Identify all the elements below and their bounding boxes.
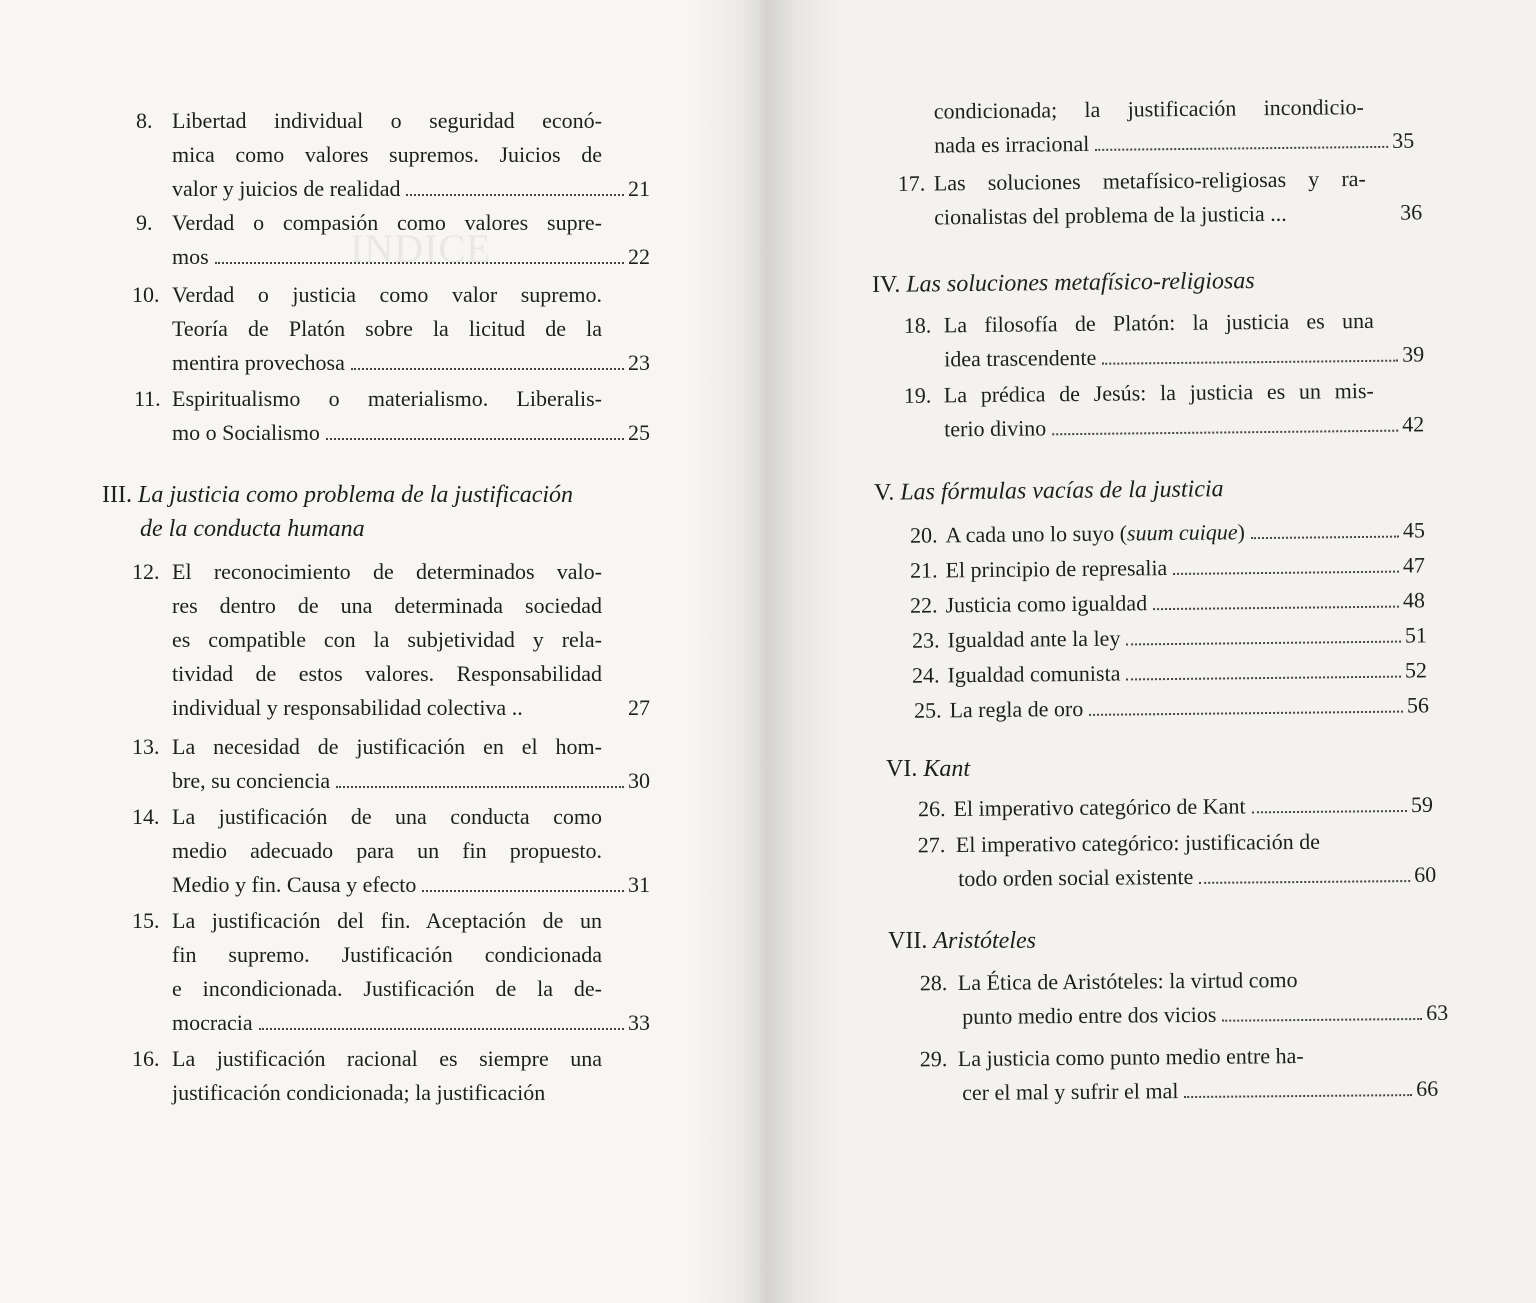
section-roman-numeral: V. [873, 479, 895, 506]
dot-leader [1126, 640, 1401, 646]
entry-number: 15. [132, 908, 160, 933]
toc-entry-16[interactable] [130, 1042, 650, 1110]
entry-text-line: punto medio entre dos vicios [962, 1001, 1217, 1029]
toc-entry-18[interactable] [904, 303, 1445, 377]
entry-page-number: 66 [1416, 1075, 1439, 1102]
entry-text-line: Libertad individual o seguridad econó- [172, 108, 602, 133]
entry-page-number: 36 [1400, 199, 1423, 225]
toc-entry-23[interactable] [912, 618, 1432, 657]
entry-last-line [914, 688, 1429, 727]
entry-page-number: 60 [1414, 861, 1437, 888]
dot-leader [1126, 675, 1401, 681]
dot-leader [1293, 219, 1396, 221]
toc-entry-21[interactable] [910, 548, 1430, 587]
dot-leader [1102, 359, 1398, 365]
entry-last-line [944, 407, 1424, 446]
entry-last-line [958, 1072, 1438, 1110]
entry-text-line: fin supremo. Justificación condicionada [172, 942, 602, 967]
entry-text-line: Igualdad comunista [947, 660, 1121, 688]
entry-last-line [172, 416, 650, 450]
entry-number: 29. [919, 1046, 948, 1072]
section-heading-iii[interactable] [102, 478, 573, 512]
entry-text-line: terio divino [944, 415, 1047, 442]
entry-text-line: bre, su conciencia [172, 768, 331, 793]
toc-entry-15[interactable] [130, 904, 650, 1040]
section-title: Las fórmulas vacías de la justicia [900, 476, 1224, 506]
entry-number: 21. [909, 557, 938, 583]
entry-page-number: 23 [628, 350, 650, 375]
toc-entry-17[interactable] [898, 161, 1439, 235]
entry-page-number: 30 [628, 768, 650, 793]
entry-page-number: 48 [1402, 587, 1426, 613]
entry-last-line [958, 996, 1448, 1034]
entry-text-line: Medio y fin. Causa y efecto [172, 872, 417, 897]
entry-text-line: La filosofía de Platón: la justicia es una [943, 307, 1374, 338]
toc-entry-16-continued[interactable] [934, 89, 1435, 162]
toc-entry-8[interactable] [130, 104, 650, 206]
toc-entry-24[interactable] [912, 653, 1432, 692]
latin-phrase: suum cuique [1126, 519, 1238, 546]
entry-text-line: La justificación del fin. Aceptación de un [172, 908, 602, 933]
entry-last-line [912, 618, 1427, 657]
entry-text-line: La justicia como punto medio entre ha- [957, 1043, 1304, 1072]
entry-text-line: mentira provechosa [172, 350, 345, 375]
entry-number: 24. [911, 662, 940, 688]
entry-text-line: La prédica de Jesús: la justicia es un mis- [943, 377, 1374, 408]
entry-page-number: 31 [628, 872, 650, 897]
dot-leader [336, 785, 624, 788]
entry-text-line: Espiritualismo o materialismo. Liberalis- [172, 386, 602, 411]
entry-last-line [172, 1006, 650, 1040]
toc-entry-11[interactable] [130, 382, 650, 450]
entry-text-line: individual y responsabilidad colectiva .. [172, 695, 523, 720]
entry-last-line [910, 548, 1425, 587]
entry-page-number: 47 [1402, 552, 1426, 578]
entry-number: 20. [909, 522, 938, 548]
entry-page-number: 51 [1404, 622, 1428, 648]
section-title: La justicia como problema de la justificación [137, 482, 574, 508]
entry-page-number: 39 [1402, 341, 1425, 367]
entry-number: 11. [134, 386, 161, 411]
dot-leader [1222, 1017, 1422, 1022]
toc-entry-13[interactable] [130, 730, 650, 798]
entry-last-line [944, 337, 1424, 376]
dot-leader [1153, 605, 1399, 611]
entry-text-line: todo orden social existente [958, 863, 1194, 892]
entry-last-line [956, 858, 1436, 896]
entry-text-line: medio adecuado para un fin propuesto. [172, 838, 602, 863]
entry-text-line: Justicia como igualdad [945, 590, 1148, 618]
entry-text-line: A cada uno lo suyo (suum cuique) [945, 519, 1246, 548]
entry-text-line: idea trascendente [944, 344, 1097, 372]
toc-entry-12[interactable] [130, 555, 650, 725]
entry-number: 28. [919, 970, 948, 996]
entry-page-number: 22 [628, 244, 650, 269]
entry-number: 18. [903, 312, 932, 338]
toc-entry-10[interactable] [130, 278, 650, 380]
entry-number: 12. [132, 559, 160, 584]
entry-number: 13. [132, 734, 160, 759]
entry-text-line: El principio de represalia [945, 555, 1168, 583]
entry-text-line: es compatible con la subjetividad y rela- [172, 627, 602, 652]
section-title: Las soluciones metafísico-religiosas [906, 267, 1255, 298]
entry-number: 25. [913, 697, 942, 723]
dot-leader [1252, 809, 1408, 813]
entry-last-line [912, 653, 1427, 692]
entry-number: 27. [917, 832, 946, 858]
toc-entry-26[interactable] [918, 788, 1438, 827]
entry-page-number: 35 [1392, 127, 1415, 153]
entry-last-line [918, 788, 1433, 826]
dot-leader [259, 1027, 624, 1030]
entry-text-line: Teoría de Platón sobre la licitud de la [172, 316, 602, 341]
toc-entry-28[interactable] [920, 962, 1461, 1035]
entry-text-line: mo o Socialismo [172, 420, 320, 445]
toc-entry-19[interactable] [904, 373, 1445, 447]
dot-leader [1199, 879, 1410, 884]
entry-number: 19. [903, 382, 932, 408]
entry-text-line: mica como valores supremos. Juicios de [172, 142, 602, 167]
section-heading-vi[interactable] [886, 752, 970, 786]
entry-last-line [934, 124, 1414, 163]
entry-text-line: justificación condicionada; la justificación [172, 1080, 546, 1105]
section-heading-v[interactable] [874, 472, 1224, 510]
section-roman-numeral: VI. [886, 756, 918, 782]
toc-entry-22[interactable] [910, 583, 1430, 622]
entry-number: 8. [136, 108, 153, 133]
entry-text-line: Igualdad ante la ley [947, 625, 1121, 653]
section-title: Aristóteles [933, 928, 1036, 954]
entry-number: 9. [136, 210, 153, 235]
dot-leader [1173, 570, 1399, 575]
entry-last-line [172, 868, 650, 902]
dot-leader [1184, 1093, 1412, 1098]
entry-text-line: La regla de oro [949, 695, 1084, 723]
entry-text-line: nada es irracional [934, 130, 1090, 158]
entry-text-line: El imperativo categórico: justificación de [955, 828, 1321, 858]
entry-text-line: condicionada; la justificación incondicio- [933, 94, 1364, 124]
entry-text-line: Verdad o justicia como valor supremo. [172, 282, 602, 307]
entry-text-line: La justificación racional es siempre una [172, 1046, 602, 1071]
section-roman-numeral: III. [102, 482, 132, 508]
entry-text-line: Las soluciones metafísico-religiosas y ra- [933, 165, 1366, 196]
section-heading-vii[interactable] [888, 924, 1036, 958]
entry-last-line [172, 346, 650, 380]
entry-last-line [172, 172, 650, 206]
toc-entry-20[interactable] [910, 513, 1430, 552]
section-title: Kant [923, 756, 971, 782]
entry-number: 17. [897, 170, 926, 196]
entry-text-line: La Ética de Aristóteles: la virtud como [957, 967, 1298, 996]
entry-last-line [934, 195, 1422, 234]
entry-text-line: cer el mal y sufrir el mal [962, 1078, 1179, 1105]
section-heading-iii-cont [140, 512, 365, 546]
entry-page-number: 52 [1404, 657, 1428, 683]
entry-text-line: La necesidad de justificación en el hom- [172, 734, 602, 759]
entry-last-line [172, 691, 650, 725]
dot-leader [1052, 429, 1398, 436]
dot-leader [1251, 535, 1399, 540]
section-title: de la conducta humana [140, 516, 365, 542]
dot-leader [406, 193, 624, 196]
toc-entry-25[interactable] [914, 688, 1434, 727]
toc-entry-14[interactable] [130, 800, 650, 902]
entry-number: 22. [909, 592, 938, 618]
section-roman-numeral: IV. [871, 271, 901, 299]
entry-page-number: 63 [1426, 999, 1449, 1025]
section-heading-iv[interactable] [872, 264, 1255, 302]
entry-page-number: 33 [628, 1010, 650, 1035]
entry-page-number: 25 [628, 420, 650, 445]
dot-leader [326, 437, 624, 440]
entry-page-number: 56 [1406, 692, 1430, 718]
entry-number: 14. [132, 804, 160, 829]
entry-text-line: mocracia [172, 1010, 253, 1035]
dot-leader [1089, 710, 1403, 716]
dot-leader [422, 889, 624, 892]
entry-text-line: Verdad o compasión como valores supre- [172, 210, 602, 235]
section-roman-numeral: VII. [888, 928, 928, 954]
dot-leader [529, 714, 624, 715]
toc-entry-29[interactable] [920, 1038, 1461, 1111]
entry-number: 23. [911, 627, 940, 653]
entry-text-line: valor y juicios de realidad [172, 176, 401, 201]
entry-number: 16. [132, 1046, 160, 1071]
entry-last-line [910, 513, 1425, 552]
entry-text-line: res dentro de una determinada sociedad [172, 593, 602, 618]
entry-page-number: 45 [1402, 517, 1426, 543]
entry-text-line: El imperativo categórico de Kant [953, 793, 1246, 821]
entry-text-line: mos [172, 244, 209, 269]
entry-number: 10. [132, 282, 160, 307]
entry-page-number: 27 [628, 695, 650, 720]
entry-page-number: 21 [628, 176, 650, 201]
dot-leader [351, 367, 624, 370]
dot-leader [215, 261, 624, 264]
entry-number: 26. [917, 796, 946, 822]
entry-last-line [172, 240, 650, 274]
entry-text-line: La justificación de una conducta como [172, 804, 602, 829]
entry-text-line: tividad de estos valores. Responsabilidad [172, 661, 602, 686]
toc-entry-9[interactable] [130, 206, 650, 274]
entry-text-line: El reconocimiento de determinados valo- [172, 559, 602, 584]
entry-last-line [172, 764, 650, 798]
entry-last-line [910, 583, 1425, 622]
dot-leader [1095, 145, 1388, 151]
entry-page-number: 59 [1410, 791, 1434, 817]
entry-page-number: 42 [1402, 411, 1425, 437]
toc-entry-27[interactable] [918, 824, 1459, 897]
entry-text-line: e incondicionada. Justificación de la de- [172, 976, 602, 1001]
entry-text-line: cionalistas del problema de la justicia ... [934, 200, 1287, 230]
